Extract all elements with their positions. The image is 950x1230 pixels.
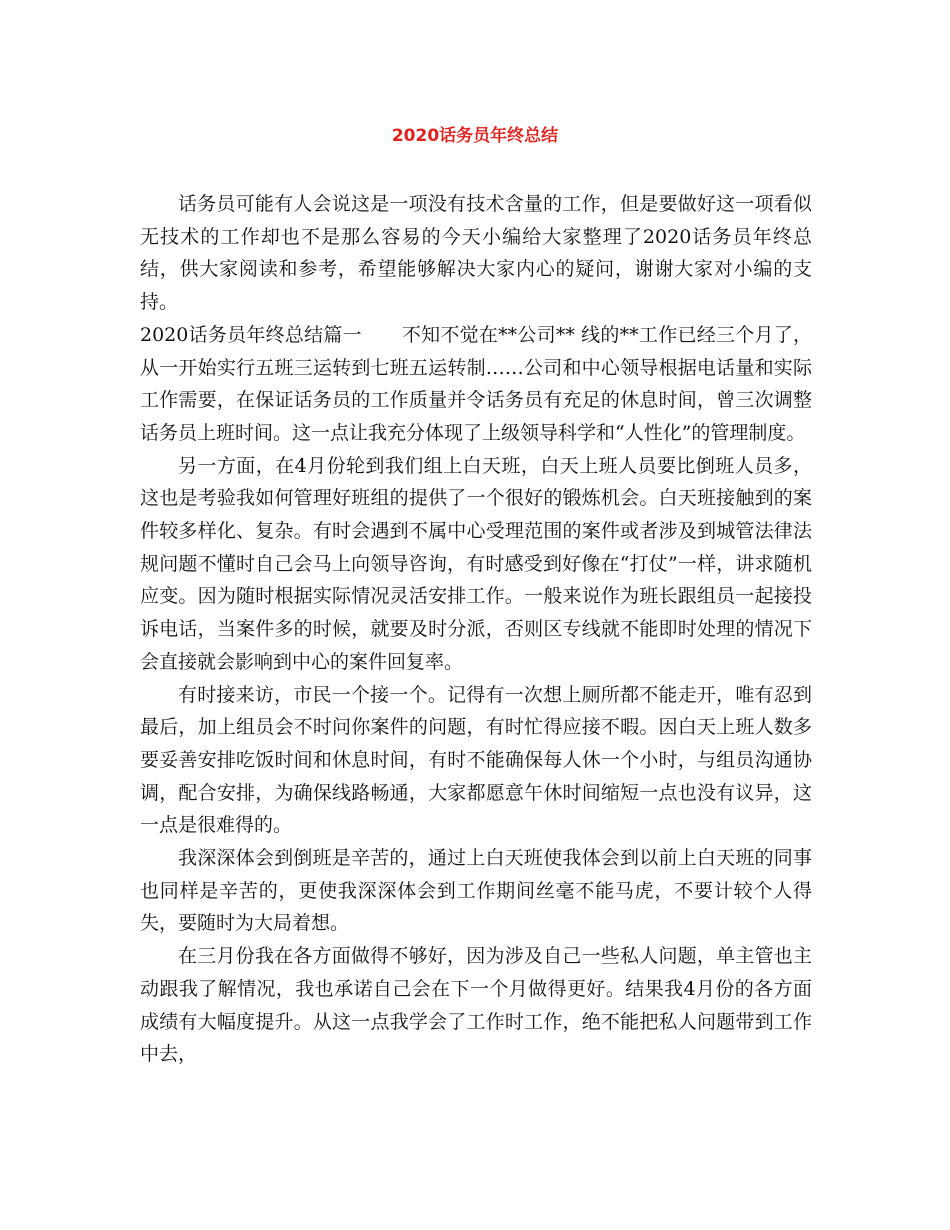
document-body — [140, 188, 812, 1071]
intro-paragraph: 话务员可能有人会说这是一项没有技术含量的工作，但是要做好这一项看似无技术的工作却也不是那么容易的今天小编给大家整理了2020话务员年终总结，供大家阅读和参考，希望能够解决大家内心的疑问，谢谢大家对小编的支持。 — [140, 193, 812, 314]
body-paragraph-1: 另一方面，在4月份轮到我们组上白天班，白天上班人员要比倒班人员多，这也是考验我如何管理好班组的提供了一个很好的锻炼机会。白天班接触到的案件较多样化、复杂。有时会遇到不属中心受理范围的案件或者涉及到城管法律法规问题不懂时自己会马上向领导咨询，有时感受到好像在“打仗”一样，讲求随机应变。因为随时根据实际情况灵活安排工作。一般来说作为班长跟组员一起接投诉电话，当案件多的时候，就要及时分派，否则区专线就不能即时处理的情况下会直接就会影响到中心的案件回复率。 — [140, 454, 812, 673]
document-title: 2020话务员年终总结 — [391, 126, 559, 146]
section-heading: 2020话务员年终总结篇一 — [140, 323, 362, 346]
body-paragraph-3: 我深深体会到倒班是辛苦的，通过上白天班使我体会到以前上白天班的同事也同样是辛苦的，更使我深深体会到工作期间丝毫不能马虎，不要计较个人得失，要随时为大局着想。 — [140, 847, 812, 935]
body-paragraph-4: 在三月份我在各方面做得不够好，因为涉及自己一些私人问题，单主管也主动跟我了解情况，我也承诺自己会在下一个月做得更好。结果我4月份的各方面成绩有大幅度提升。从这一点我学会了工作时工作，绝不能把私人问题带到工作中去， — [140, 945, 812, 1066]
body-paragraph-2: 有时接来访，市民一个接一个。记得有一次想上厕所都不能走开，唯有忍到最后，加上组员会不时问你案件的问题，有时忙得应接不暇。因白天上班人数多要妥善安排吃饭时间和休息时间，有时不能确保每人休一个小时，与组员沟通协调，配合安排，为确保线路畅通，大家都愿意午休时间缩短一点也没有议异，这一点是很难得的。 — [140, 683, 812, 837]
section-first-paragraph-text: 不知不觉在**公司** 线的**工作已经三个月了，从一开始实行五班三运转到七班五运转制……公司和中心领导根据电话量和实际工作需要，在保证话务员的工作质量并令话务员有充足的休息时间，曾三次调整话务员上班时间。这一点让我充分体现了上级领导科学和“人性化”的管理制度。 — [140, 323, 812, 444]
section-one-paragraph — [140, 319, 812, 450]
